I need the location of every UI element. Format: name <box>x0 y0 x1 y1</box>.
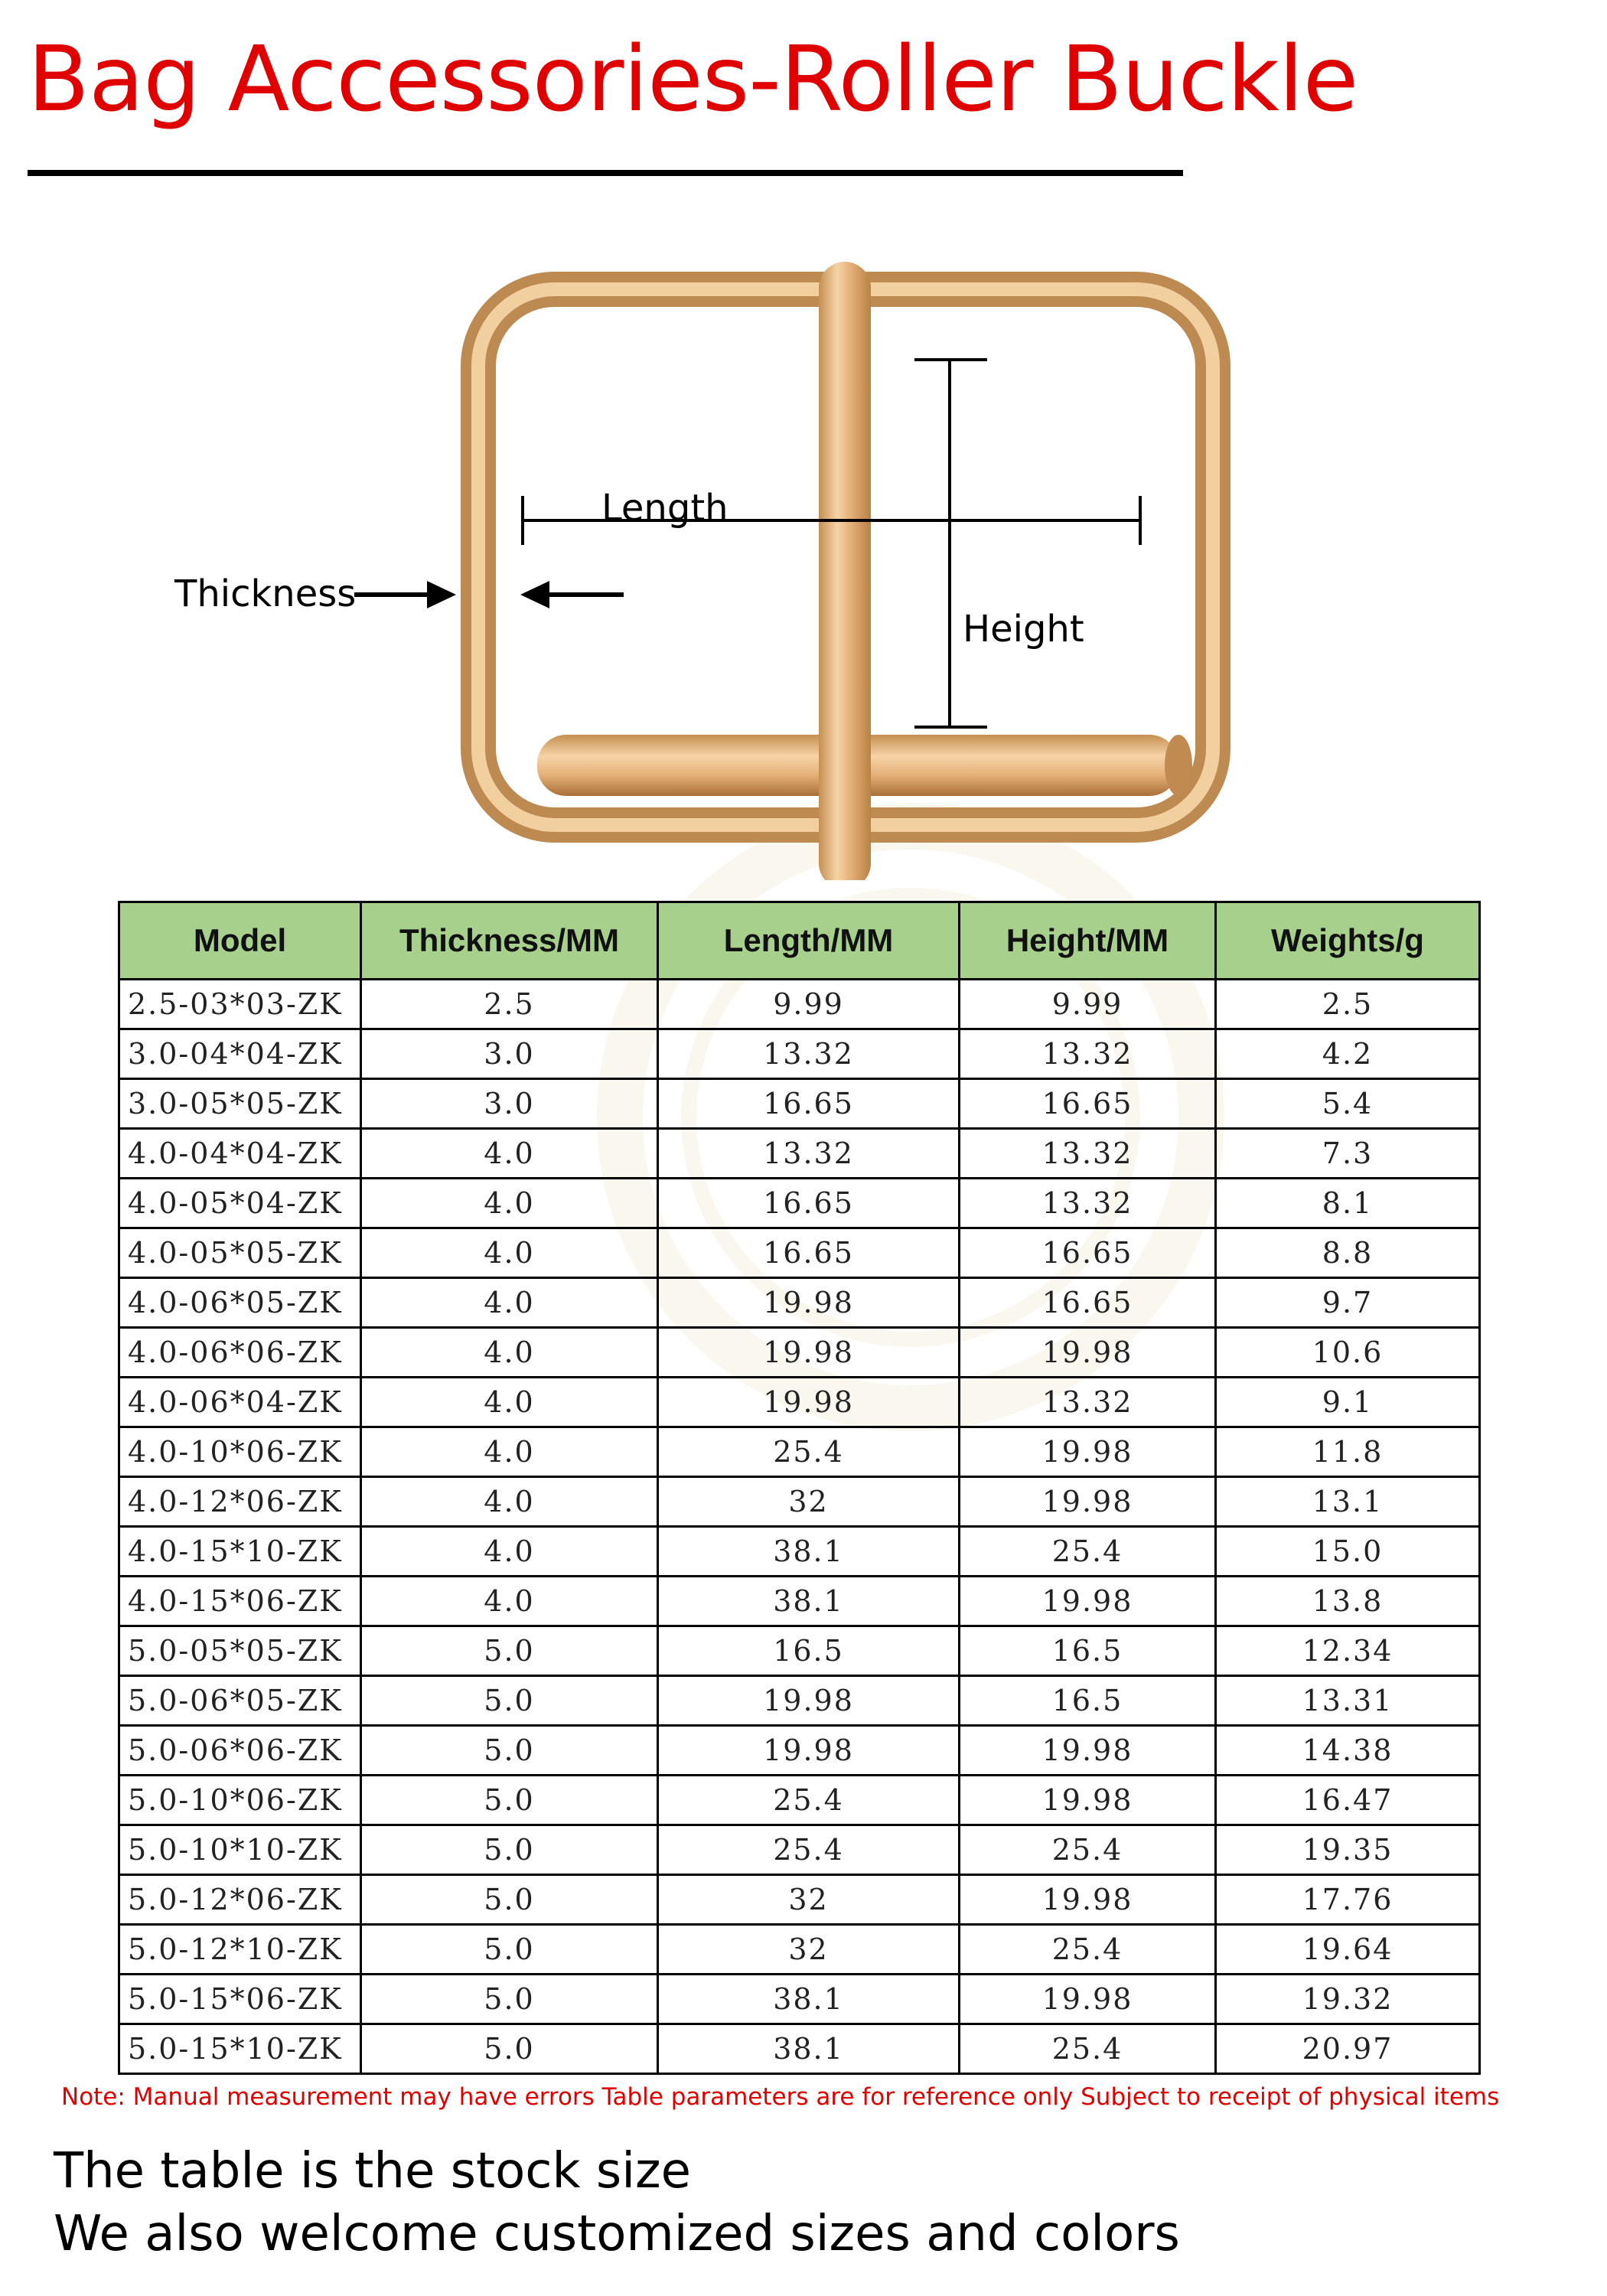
table-row <box>119 1676 1480 1726</box>
thickness-arrow-right <box>520 581 624 608</box>
length-cell: 9.99 <box>658 980 960 1029</box>
height-cell: 13.32 <box>960 1179 1216 1228</box>
model-cell: 4.0-04*04-ZK <box>119 1129 361 1179</box>
thickness-cell: 4.0 <box>361 1477 658 1527</box>
height-label: Height <box>963 608 1084 651</box>
header-thickness: Thickness/MM <box>361 902 658 980</box>
height-cell: 13.32 <box>960 1029 1216 1079</box>
table-row <box>119 1875 1480 1925</box>
model-cell: 5.0-05*05-ZK <box>119 1626 361 1676</box>
height-cell: 25.4 <box>960 1527 1216 1577</box>
height-cell: 25.4 <box>960 2024 1216 2074</box>
footer-custom-sizes: We also welcome customized sizes and colors <box>54 2206 1180 2262</box>
length-cell: 19.98 <box>658 1726 960 1776</box>
model-cell: 5.0-06*06-ZK <box>119 1726 361 1776</box>
table-row <box>119 1278 1480 1328</box>
roller-buckle-illustration <box>478 262 1213 880</box>
weight-cell: 20.97 <box>1216 2024 1480 2074</box>
weight-cell: 19.32 <box>1216 1975 1480 2024</box>
height-cell: 16.65 <box>960 1079 1216 1129</box>
length-cell: 25.4 <box>658 1776 960 1825</box>
model-cell: 3.0-04*04-ZK <box>119 1029 361 1079</box>
buckle-diagram <box>0 207 1607 880</box>
length-cell: 19.98 <box>658 1676 960 1726</box>
length-cell: 19.98 <box>658 1278 960 1328</box>
model-cell: 5.0-10*06-ZK <box>119 1776 361 1825</box>
thickness-label: Thickness <box>174 572 357 615</box>
length-cell: 25.4 <box>658 1427 960 1477</box>
thickness-cell: 5.0 <box>361 1726 658 1776</box>
weight-cell: 15.0 <box>1216 1527 1480 1577</box>
table-row <box>119 1626 1480 1676</box>
table-row <box>119 1079 1480 1129</box>
thickness-arrow-left <box>354 581 456 608</box>
table-row <box>119 1577 1480 1626</box>
weight-cell: 19.35 <box>1216 1825 1480 1875</box>
length-cell: 32 <box>658 1925 960 1975</box>
length-cell: 32 <box>658 1875 960 1925</box>
thickness-cell: 4.0 <box>361 1378 658 1427</box>
model-cell: 5.0-12*06-ZK <box>119 1875 361 1925</box>
thickness-cell: 4.0 <box>361 1228 658 1278</box>
model-cell: 4.0-15*10-ZK <box>119 1527 361 1577</box>
thickness-cell: 4.0 <box>361 1577 658 1626</box>
page-title: Bag Accessories-Roller Buckle <box>28 26 1358 132</box>
model-cell: 4.0-05*05-ZK <box>119 1228 361 1278</box>
model-cell: 4.0-06*05-ZK <box>119 1278 361 1328</box>
thickness-cell: 4.0 <box>361 1179 658 1228</box>
table-row <box>119 1925 1480 1975</box>
model-cell: 5.0-06*05-ZK <box>119 1676 361 1726</box>
table-row <box>119 1427 1480 1477</box>
weight-cell: 16.47 <box>1216 1776 1480 1825</box>
length-label: Length <box>601 487 729 530</box>
header-height: Height/MM <box>960 902 1216 980</box>
model-cell: 2.5-03*03-ZK <box>119 980 361 1029</box>
height-cell: 16.5 <box>960 1676 1216 1726</box>
length-cell: 38.1 <box>658 1527 960 1577</box>
height-dimension <box>914 360 987 727</box>
thickness-cell: 3.0 <box>361 1079 658 1129</box>
table-row <box>119 1129 1480 1179</box>
thickness-cell: 5.0 <box>361 2024 658 2074</box>
table-row <box>119 1029 1480 1079</box>
table-row <box>119 1975 1480 2024</box>
thickness-cell: 5.0 <box>361 1776 658 1825</box>
height-cell: 16.65 <box>960 1278 1216 1328</box>
table-row <box>119 2024 1480 2074</box>
length-cell: 19.98 <box>658 1328 960 1378</box>
table-row <box>119 1527 1480 1577</box>
model-cell: 4.0-15*06-ZK <box>119 1577 361 1626</box>
table-row <box>119 1378 1480 1427</box>
weight-cell: 11.8 <box>1216 1427 1480 1477</box>
weight-cell: 8.8 <box>1216 1228 1480 1278</box>
model-cell: 4.0-06*04-ZK <box>119 1378 361 1427</box>
height-cell: 19.98 <box>960 1328 1216 1378</box>
height-cell: 16.5 <box>960 1626 1216 1676</box>
weight-cell: 5.4 <box>1216 1079 1480 1129</box>
model-cell: 4.0-10*06-ZK <box>119 1427 361 1477</box>
thickness-cell: 3.0 <box>361 1029 658 1079</box>
thickness-cell: 5.0 <box>361 1875 658 1925</box>
thickness-cell: 5.0 <box>361 1676 658 1726</box>
disclaimer-note: Note: Manual measurement may have errors Table parameters are for reference only Subject to receipt of physical items <box>61 2083 1500 2111</box>
length-cell: 38.1 <box>658 2024 960 2074</box>
thickness-cell: 4.0 <box>361 1129 658 1179</box>
height-cell: 19.98 <box>960 1477 1216 1527</box>
weight-cell: 13.31 <box>1216 1676 1480 1726</box>
height-cell: 19.98 <box>960 1875 1216 1925</box>
header-length: Length/MM <box>658 902 960 980</box>
header-model: Model <box>119 902 361 980</box>
length-cell: 16.5 <box>658 1626 960 1676</box>
height-cell: 25.4 <box>960 1825 1216 1875</box>
table-row <box>119 1328 1480 1378</box>
length-cell: 19.98 <box>658 1378 960 1427</box>
weight-cell: 10.6 <box>1216 1328 1480 1378</box>
height-cell: 25.4 <box>960 1925 1216 1975</box>
height-cell: 19.98 <box>960 1975 1216 2024</box>
model-cell: 5.0-10*10-ZK <box>119 1825 361 1875</box>
weight-cell: 17.76 <box>1216 1875 1480 1925</box>
thickness-cell: 5.0 <box>361 1825 658 1875</box>
weight-cell: 19.64 <box>1216 1925 1480 1975</box>
weight-cell: 9.7 <box>1216 1278 1480 1328</box>
thickness-cell: 2.5 <box>361 980 658 1029</box>
weight-cell: 13.8 <box>1216 1577 1480 1626</box>
weight-cell: 9.1 <box>1216 1378 1480 1427</box>
thickness-cell: 5.0 <box>361 1626 658 1676</box>
model-cell: 5.0-15*10-ZK <box>119 2024 361 2074</box>
length-cell: 25.4 <box>658 1825 960 1875</box>
height-cell: 19.98 <box>960 1726 1216 1776</box>
footer-stock-size: The table is the stock size <box>54 2143 691 2200</box>
height-cell: 19.98 <box>960 1776 1216 1825</box>
table-row <box>119 1726 1480 1776</box>
weight-cell: 8.1 <box>1216 1179 1480 1228</box>
table-row <box>119 1825 1480 1875</box>
length-cell: 16.65 <box>658 1228 960 1278</box>
thickness-cell: 5.0 <box>361 1925 658 1975</box>
table-row <box>119 980 1480 1029</box>
length-cell: 13.32 <box>658 1029 960 1079</box>
thickness-cell: 4.0 <box>361 1328 658 1378</box>
model-cell: 4.0-05*04-ZK <box>119 1179 361 1228</box>
length-cell: 32 <box>658 1477 960 1527</box>
thickness-cell: 4.0 <box>361 1427 658 1477</box>
model-cell: 4.0-12*06-ZK <box>119 1477 361 1527</box>
model-cell: 3.0-05*05-ZK <box>119 1079 361 1129</box>
table-row <box>119 1477 1480 1527</box>
height-cell: 19.98 <box>960 1427 1216 1477</box>
weight-cell: 12.34 <box>1216 1626 1480 1676</box>
length-cell: 38.1 <box>658 1577 960 1626</box>
spec-table <box>118 901 1481 2075</box>
height-cell: 13.32 <box>960 1378 1216 1427</box>
height-cell: 16.65 <box>960 1228 1216 1278</box>
length-cell: 16.65 <box>658 1079 960 1129</box>
table-row <box>119 1776 1480 1825</box>
weight-cell: 7.3 <box>1216 1129 1480 1179</box>
thickness-cell: 4.0 <box>361 1527 658 1577</box>
model-cell: 5.0-15*06-ZK <box>119 1975 361 2024</box>
table-row <box>119 1228 1480 1278</box>
table-row <box>119 1179 1480 1228</box>
height-cell: 9.99 <box>960 980 1216 1029</box>
title-underline <box>28 170 1183 176</box>
length-cell: 16.65 <box>658 1179 960 1228</box>
header-weight: Weights/g <box>1216 902 1480 980</box>
thickness-cell: 4.0 <box>361 1278 658 1328</box>
height-cell: 13.32 <box>960 1129 1216 1179</box>
model-cell: 5.0-12*10-ZK <box>119 1925 361 1975</box>
weight-cell: 2.5 <box>1216 980 1480 1029</box>
weight-cell: 4.2 <box>1216 1029 1480 1079</box>
weight-cell: 14.38 <box>1216 1726 1480 1776</box>
length-cell: 13.32 <box>658 1129 960 1179</box>
thickness-cell: 5.0 <box>361 1975 658 2024</box>
length-cell: 38.1 <box>658 1975 960 2024</box>
table-header-row <box>119 902 1480 980</box>
height-cell: 19.98 <box>960 1577 1216 1626</box>
weight-cell: 13.1 <box>1216 1477 1480 1527</box>
model-cell: 4.0-06*06-ZK <box>119 1328 361 1378</box>
